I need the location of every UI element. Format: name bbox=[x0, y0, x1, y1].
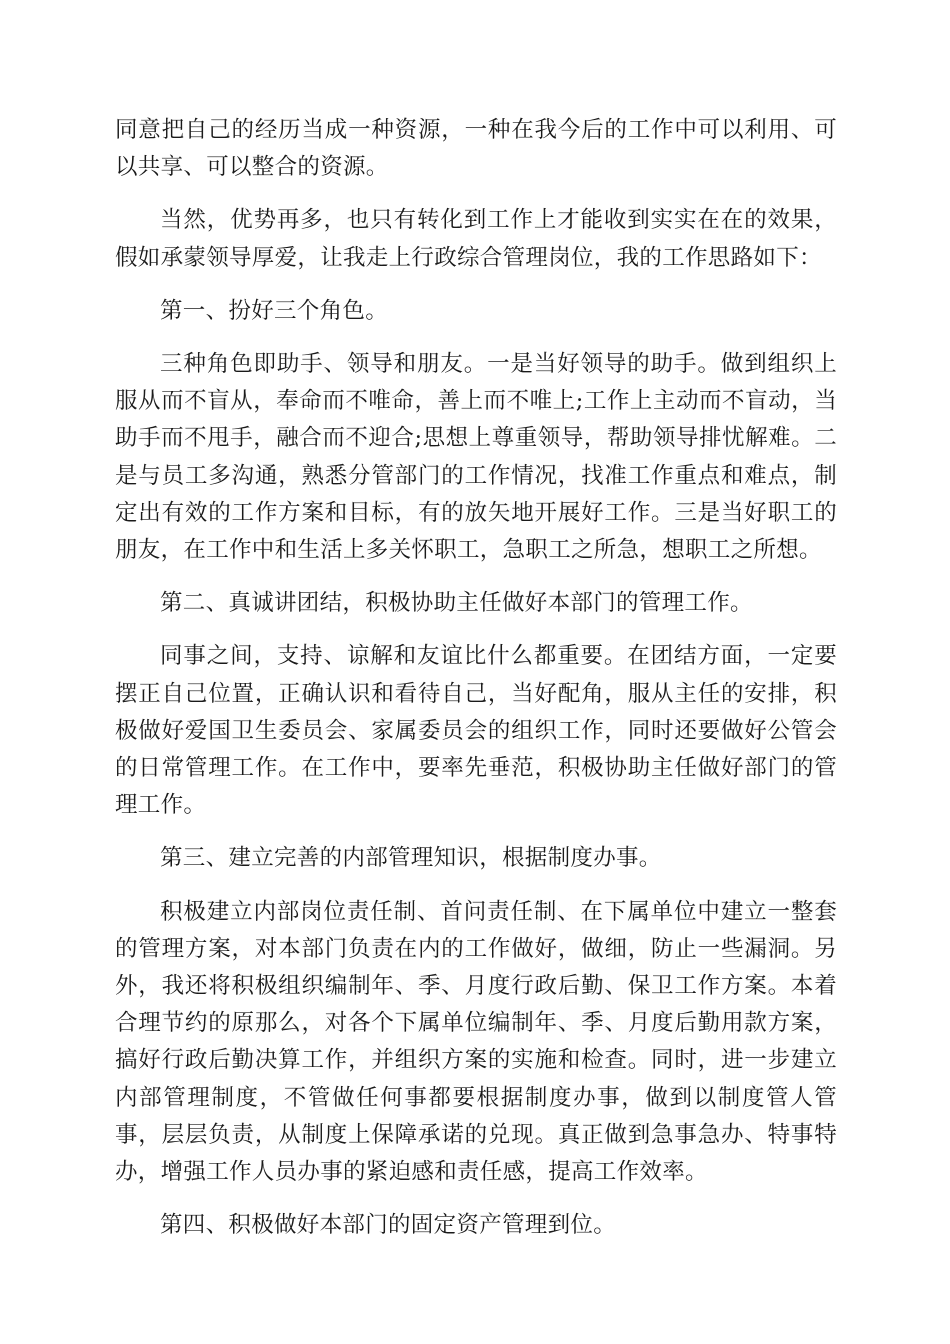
paragraph-continuation: 同意把自己的经历当成一种资源，一种在我今后的工作中可以利用、可以共享、可以整合的资源。 bbox=[115, 117, 837, 181]
heading-point-three: 第三、建立完善的内部管理知识，根据制度办事。 bbox=[160, 845, 662, 872]
heading-point-four: 第四、积极做好本部门的固定资产管理到位。 bbox=[160, 1212, 617, 1239]
document-body bbox=[115, 112, 837, 1260]
paragraph-work-approach: 当然，优势再多，也只有转化到工作上才能收到实实在在的效果，假如承蒙领导厚爱，让我走上行政综合管理岗位，我的工作思路如下： bbox=[115, 207, 837, 271]
paragraph-internal-management: 积极建立内部岗位责任制、首问责任制、在下属单位中建立一整套的管理方案，对本部门负责在内的工作做好，做细，防止一些漏洞。另外，我还将积极组织编制年、季、月度行政后勤、保卫工作方案。本着合理节约的原那么，对各个下属单位编制年、季、月度后勤用款方案，搞好行政后勤决算工作，并组织方案的实施和检查。同时，进一步建立内部管理制度，不管做任何事都要根据制度办事，做到以制度管人管事，层层负责，从制度上保障承诺的兑现。真正做到急事急办、特事特办，增强工作人员办事的紧迫感和责任感，提高工作效率。 bbox=[115, 898, 837, 1186]
paragraph-unity: 同事之间，支持、谅解和友谊比什么都重要。在团结方面，一定要摆正自己位置，正确认识和看待自己，当好配角，服从主任的安排，积极做好爱国卫生委员会、家属委员会的组织工作，同时还要做好公管会的日常管理工作。在工作中，要率先垂范，积极协助主任做好部门的管理工作。 bbox=[115, 643, 837, 819]
heading-point-one: 第一、扮好三个角色。 bbox=[160, 297, 389, 324]
paragraph-three-roles: 三种角色即助手、领导和朋友。一是当好领导的助手。做到组织上服从而不盲从，奉命而不唯命，善上而不唯上;工作上主动而不盲动，当助手而不甩手，融合而不迎合;思想上尊重领导，帮助领导排忧解难。二是与员工多沟通，熟悉分管部门的工作情况，找准工作重点和难点，制定出有效的工作方案和目标，有的放矢地开展好工作。三是当好职工的朋友，在工作中和生活上多关怀职工，急职工之所急，想职工之所想。 bbox=[115, 351, 837, 564]
heading-point-two: 第二、真诚讲团结，积极协助主任做好本部门的管理工作。 bbox=[160, 590, 753, 617]
